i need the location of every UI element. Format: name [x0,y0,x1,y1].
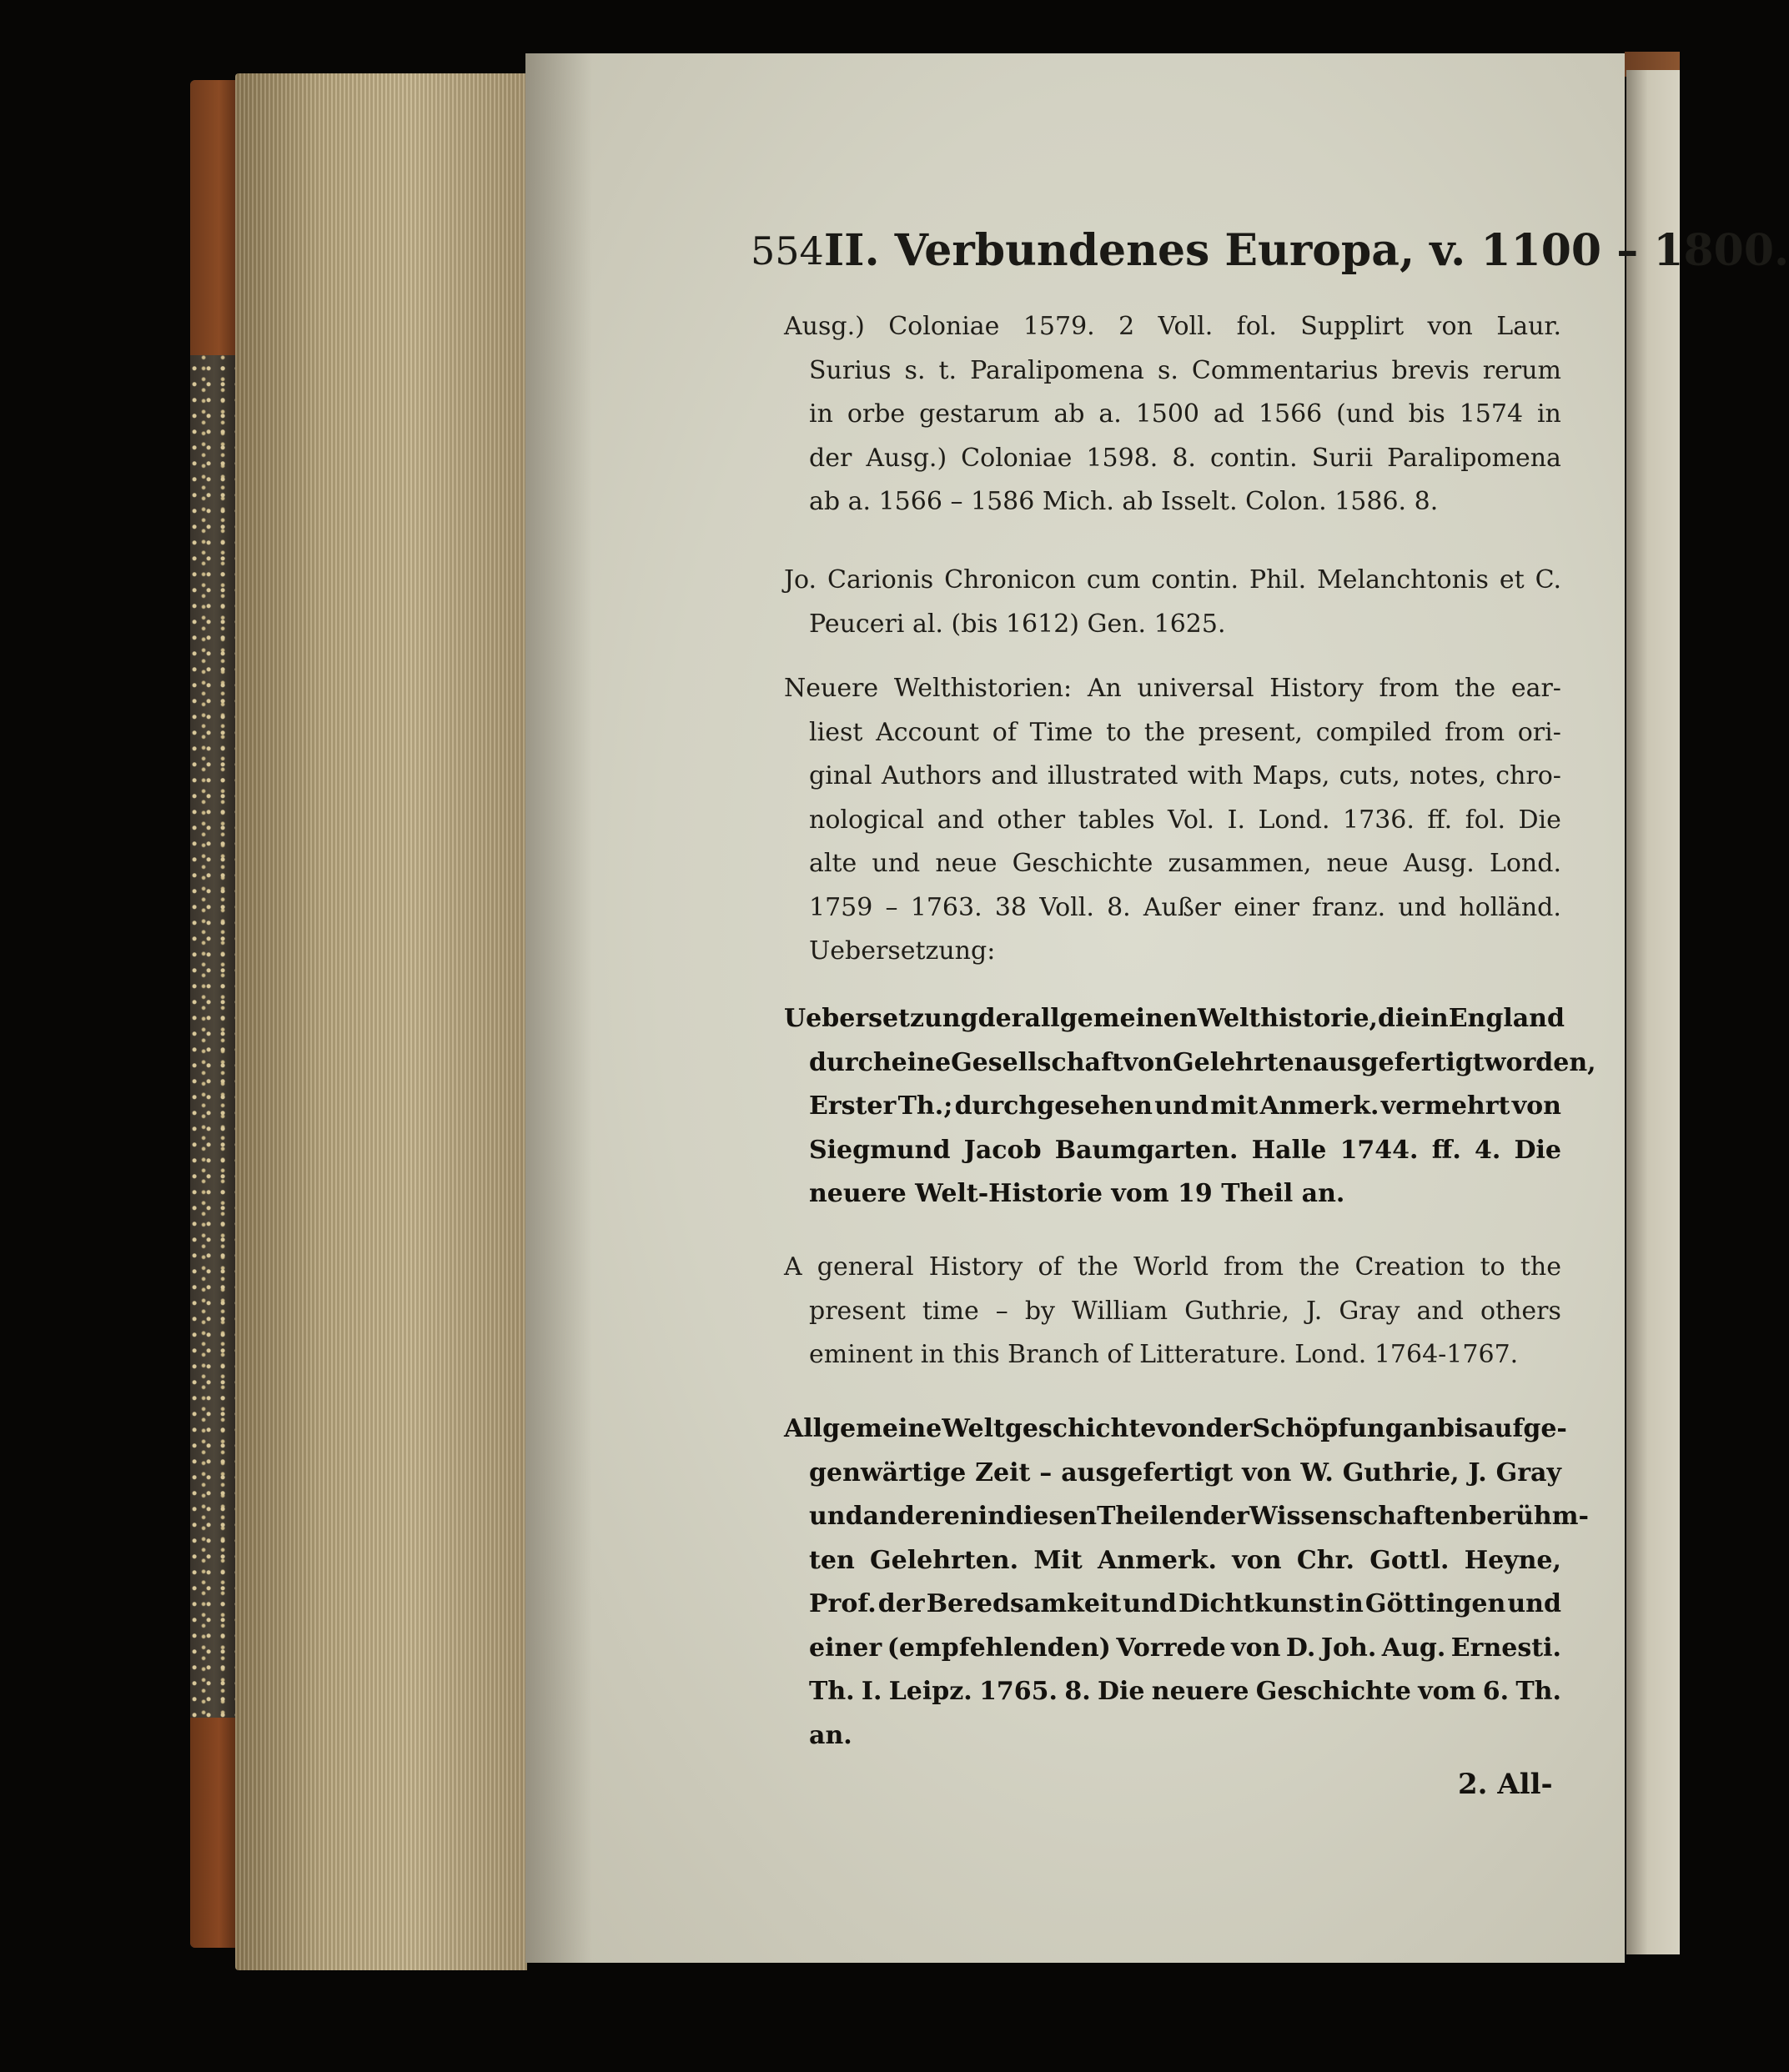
page-number: 554 [751,228,824,273]
text-line: Siegmund Jacob Baumgarten. Halle 1744. ff. 4. Die [809,1135,1561,1165]
text-line: genwärtige Zeit – ausgefertigt von W. Guthrie, J. Gray [809,1457,1561,1488]
text-line: ten Gelehrten. Mit Anmerk. von Chr. Gottl. Heyne, [809,1545,1561,1575]
text-line: alte und neue Geschichte zusammen, neue Ausg. Lond. [809,849,1561,878]
book-cover-leather-bottom [190,1718,239,1948]
text-line: neuere Welt-Historie vom 19 Theil an. [809,1179,1345,1208]
text-line: Th. I. Leipz. 1765. 8. Die neuere Geschichte vom 6. Th. [809,1677,1561,1706]
text-line: Neuere Welthistorien: An universal History from the ear- [784,674,1561,703]
text-line: ginal Authors and illustrated with Maps, cuts, notes, chro- [809,761,1561,790]
text-line: eminent in this Branch of Litterature. Lond. 1764-1767. [809,1340,1519,1369]
running-header [751,222,1789,280]
text-line: Erster Th.; durchgesehen und mit Anmerk. vermehrt von [809,1091,1561,1121]
gutter-shadow [525,53,592,1963]
text-line: liest Account of Time to the present, compiled from ori- [809,717,1561,747]
text-line: Uebersetzung der allgemeinen Welthistorie, die in England [784,1004,1565,1033]
text-line: Jo. Carionis Chronicon cum contin. Phil. Melanchtonis et C. [784,565,1561,595]
text-line: der Ausg.) Coloniae 1598. 8. contin. Surii Paralipomena [809,443,1561,473]
text-line: Prof. der Beredsamkeit und Dichtkunst in Göttingen und [809,1589,1561,1618]
text-line: nological and other tables Vol. I. Lond. 1736. ff. fol. Die [809,805,1561,835]
facing-page-sliver [1626,70,1680,1954]
running-title: II. Verbundenes Europa, v. 1100 – 1800. [823,225,1789,276]
text-line: Uebersetzung: [809,936,996,966]
text-line: Surius s. t. Paralipomena s. Commentarius brevis rerum [809,355,1561,385]
text-line: einer (empfehlenden) Vorrede von D. Joh. Aug. Ernesti. [809,1633,1561,1663]
text-line: an. [809,1720,852,1750]
text-line: durch eine Gesellschaft von Gelehrten ausgefertigt worden, [809,1047,1596,1077]
text-line: Ausg.) Coloniae 1579. 2 Voll. fol. Supplirt von Laur. [784,312,1561,341]
text-line: ab a. 1566 – 1586 Mich. ab Isselt. Colon. 1586. 8. [809,487,1439,516]
book-cover-marbled [190,80,239,1948]
text-line: A general History of the World from the Creation to the [784,1252,1561,1282]
text-line: und anderen in diesen Theilen der Wissenschaften berühm- [809,1502,1589,1531]
book-cover-leather-top [190,80,239,355]
text-line: Peuceri al. (bis 1612) Gen. 1625. [809,609,1226,639]
text-line: present time – by William Guthrie, J. Gray and others [809,1296,1561,1326]
text-line: Allgemeine Weltgeschichte von der Schöpfung an bis auf ge- [784,1414,1567,1443]
page-stack-edge [235,73,527,1970]
text-line: in orbe gestarum ab a. 1500 ad 1566 (und bis 1574 in [809,399,1561,429]
catchword: 2. All- [1458,1768,1553,1801]
text-line: 1759 – 1763. 38 Voll. 8. Außer einer franz. und holländ. [809,892,1561,922]
